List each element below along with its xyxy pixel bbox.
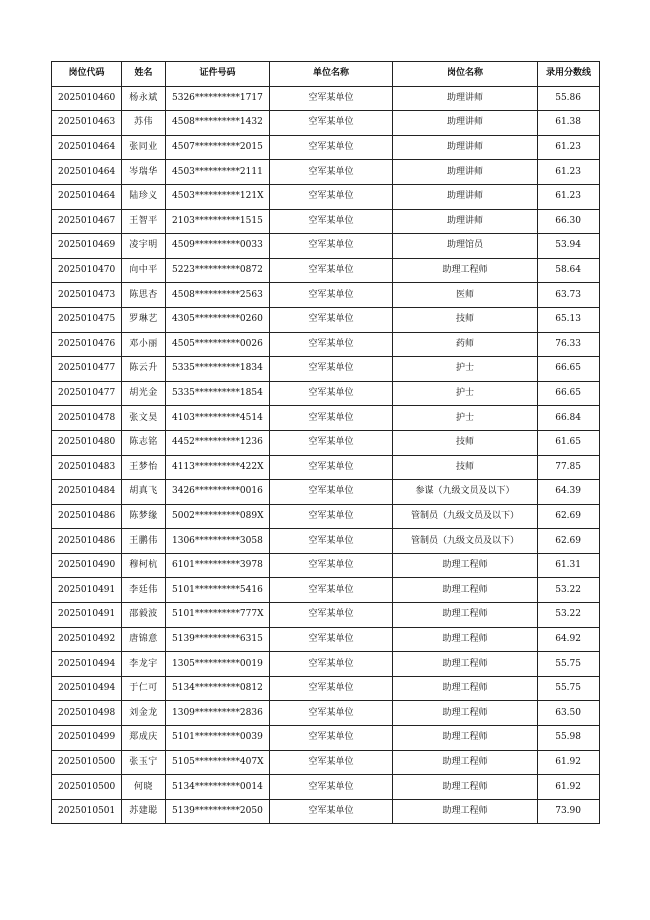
table-row xyxy=(52,258,600,283)
cell-score-line: 53.22 xyxy=(538,603,600,628)
cell-id-number: 4507**********2015 xyxy=(166,135,270,160)
cell-post-name: 助理工程师 xyxy=(393,676,538,701)
cell-id-number: 5105**********407X xyxy=(166,750,270,775)
cell-id-number: 4508**********2563 xyxy=(166,283,270,308)
cell-unit-name: 空军某单位 xyxy=(270,258,393,283)
cell-post-code: 2025010467 xyxy=(52,209,122,234)
cell-score-line: 63.73 xyxy=(538,283,600,308)
cell-post-code: 2025010500 xyxy=(52,775,122,800)
cell-post-name: 助理工程师 xyxy=(393,775,538,800)
header-unit-name: 单位名称 xyxy=(270,62,393,87)
cell-post-name: 助理讲师 xyxy=(393,86,538,111)
cell-post-code: 2025010494 xyxy=(52,652,122,677)
cell-unit-name: 空军某单位 xyxy=(270,578,393,603)
cell-post-code: 2025010483 xyxy=(52,455,122,480)
cell-name: 杨永斌 xyxy=(122,86,166,111)
cell-post-code: 2025010473 xyxy=(52,283,122,308)
cell-name: 胡光金 xyxy=(122,381,166,406)
table-header-row xyxy=(52,62,600,87)
table-row xyxy=(52,627,600,652)
header-post-name: 岗位名称 xyxy=(393,62,538,87)
cell-name: 岑瑞华 xyxy=(122,160,166,185)
cell-score-line: 64.39 xyxy=(538,480,600,505)
cell-name: 苏伟 xyxy=(122,111,166,136)
cell-id-number: 5101**********0039 xyxy=(166,726,270,751)
cell-name: 于仁可 xyxy=(122,676,166,701)
cell-id-number: 5101**********777X xyxy=(166,603,270,628)
table-row xyxy=(52,750,600,775)
cell-id-number: 1309**********2836 xyxy=(166,701,270,726)
cell-name: 张玉宁 xyxy=(122,750,166,775)
cell-post-code: 2025010463 xyxy=(52,111,122,136)
cell-unit-name: 空军某单位 xyxy=(270,234,393,259)
cell-score-line: 61.92 xyxy=(538,775,600,800)
table-row xyxy=(52,529,600,554)
cell-post-code: 2025010492 xyxy=(52,627,122,652)
cell-name: 刘金龙 xyxy=(122,701,166,726)
cell-post-name: 护士 xyxy=(393,357,538,382)
cell-name: 陈志铭 xyxy=(122,430,166,455)
cell-score-line: 61.23 xyxy=(538,184,600,209)
table-row xyxy=(52,135,600,160)
cell-unit-name: 空军某单位 xyxy=(270,750,393,775)
cell-unit-name: 空军某单位 xyxy=(270,209,393,234)
cell-score-line: 53.94 xyxy=(538,234,600,259)
cell-unit-name: 空军某单位 xyxy=(270,283,393,308)
cell-score-line: 62.69 xyxy=(538,504,600,529)
table-row xyxy=(52,799,600,824)
cell-score-line: 58.64 xyxy=(538,258,600,283)
cell-id-number: 5223**********0872 xyxy=(166,258,270,283)
cell-unit-name: 空军某单位 xyxy=(270,775,393,800)
cell-post-name: 护士 xyxy=(393,381,538,406)
table-row xyxy=(52,283,600,308)
cell-score-line: 61.31 xyxy=(538,553,600,578)
header-post-code: 岗位代码 xyxy=(52,62,122,87)
cell-score-line: 55.75 xyxy=(538,652,600,677)
cell-id-number: 5335**********1854 xyxy=(166,381,270,406)
table-row xyxy=(52,701,600,726)
cell-id-number: 6101**********3978 xyxy=(166,553,270,578)
cell-unit-name: 空军某单位 xyxy=(270,529,393,554)
cell-score-line: 61.23 xyxy=(538,135,600,160)
cell-post-code: 2025010500 xyxy=(52,750,122,775)
cell-name: 张同业 xyxy=(122,135,166,160)
cell-post-name: 助理工程师 xyxy=(393,750,538,775)
cell-unit-name: 空军某单位 xyxy=(270,480,393,505)
table-row xyxy=(52,381,600,406)
cell-post-name: 药师 xyxy=(393,332,538,357)
cell-post-code: 2025010499 xyxy=(52,726,122,751)
cell-post-code: 2025010484 xyxy=(52,480,122,505)
cell-name: 罗琳艺 xyxy=(122,307,166,332)
cell-score-line: 61.38 xyxy=(538,111,600,136)
cell-post-code: 2025010491 xyxy=(52,578,122,603)
cell-post-name: 助理讲师 xyxy=(393,184,538,209)
cell-unit-name: 空军某单位 xyxy=(270,307,393,332)
cell-post-name: 助理工程师 xyxy=(393,701,538,726)
header-name: 姓名 xyxy=(122,62,166,87)
table-row xyxy=(52,406,600,431)
cell-post-name: 护士 xyxy=(393,406,538,431)
cell-post-code: 2025010477 xyxy=(52,357,122,382)
cell-id-number: 4508**********1432 xyxy=(166,111,270,136)
cell-name: 李龙宇 xyxy=(122,652,166,677)
table-row xyxy=(52,726,600,751)
cell-post-code: 2025010491 xyxy=(52,603,122,628)
cell-score-line: 76.33 xyxy=(538,332,600,357)
cell-name: 陈梦缘 xyxy=(122,504,166,529)
cell-unit-name: 空军某单位 xyxy=(270,455,393,480)
cell-score-line: 66.65 xyxy=(538,357,600,382)
cell-score-line: 61.92 xyxy=(538,750,600,775)
cell-id-number: 5326**********1717 xyxy=(166,86,270,111)
cell-name: 王鹏伟 xyxy=(122,529,166,554)
cell-unit-name: 空军某单位 xyxy=(270,160,393,185)
cell-id-number: 4503**********121X xyxy=(166,184,270,209)
cell-name: 王智平 xyxy=(122,209,166,234)
cell-name: 胡真飞 xyxy=(122,480,166,505)
cell-post-code: 2025010464 xyxy=(52,135,122,160)
cell-post-name: 助理工程师 xyxy=(393,652,538,677)
cell-post-name: 助理讲师 xyxy=(393,160,538,185)
table-body xyxy=(52,86,600,824)
cell-post-name: 助理工程师 xyxy=(393,726,538,751)
cell-post-name: 助理馆员 xyxy=(393,234,538,259)
cell-name: 苏建聪 xyxy=(122,799,166,824)
cell-name: 王梦怡 xyxy=(122,455,166,480)
cell-unit-name: 空军某单位 xyxy=(270,799,393,824)
cell-post-code: 2025010464 xyxy=(52,184,122,209)
cell-score-line: 63.50 xyxy=(538,701,600,726)
cell-post-name: 助理讲师 xyxy=(393,135,538,160)
cell-id-number: 5335**********1834 xyxy=(166,357,270,382)
cell-post-name: 管制员（九级文员及以下） xyxy=(393,529,538,554)
header-score-line: 录用分数线 xyxy=(538,62,600,87)
cell-post-code: 2025010464 xyxy=(52,160,122,185)
cell-name: 陆珍义 xyxy=(122,184,166,209)
cell-unit-name: 空军某单位 xyxy=(270,627,393,652)
table-row xyxy=(52,209,600,234)
cell-id-number: 4452**********1236 xyxy=(166,430,270,455)
cell-unit-name: 空军某单位 xyxy=(270,332,393,357)
cell-id-number: 4503**********2111 xyxy=(166,160,270,185)
cell-post-code: 2025010494 xyxy=(52,676,122,701)
table-row xyxy=(52,357,600,382)
cell-score-line: 55.86 xyxy=(538,86,600,111)
table-row xyxy=(52,307,600,332)
cell-unit-name: 空军某单位 xyxy=(270,381,393,406)
cell-post-code: 2025010480 xyxy=(52,430,122,455)
cell-id-number: 5101**********5416 xyxy=(166,578,270,603)
cell-score-line: 61.65 xyxy=(538,430,600,455)
cell-id-number: 1306**********3058 xyxy=(166,529,270,554)
table-row xyxy=(52,504,600,529)
cell-id-number: 5134**********0014 xyxy=(166,775,270,800)
table-row xyxy=(52,676,600,701)
cell-unit-name: 空军某单位 xyxy=(270,504,393,529)
table-row xyxy=(52,480,600,505)
cell-post-name: 医师 xyxy=(393,283,538,308)
table-row xyxy=(52,603,600,628)
cell-post-name: 助理工程师 xyxy=(393,553,538,578)
header-id-number: 证件号码 xyxy=(166,62,270,87)
cell-score-line: 65.13 xyxy=(538,307,600,332)
cell-name: 何晓 xyxy=(122,775,166,800)
cell-id-number: 4505**********0026 xyxy=(166,332,270,357)
cell-post-code: 2025010486 xyxy=(52,529,122,554)
cell-id-number: 5134**********0812 xyxy=(166,676,270,701)
cell-id-number: 4305**********0260 xyxy=(166,307,270,332)
cell-name: 凌宇明 xyxy=(122,234,166,259)
cell-id-number: 5002**********089X xyxy=(166,504,270,529)
admission-table xyxy=(51,61,600,824)
cell-name: 向中平 xyxy=(122,258,166,283)
cell-post-code: 2025010469 xyxy=(52,234,122,259)
cell-post-code: 2025010501 xyxy=(52,799,122,824)
cell-post-name: 助理工程师 xyxy=(393,578,538,603)
cell-name: 陈云升 xyxy=(122,357,166,382)
cell-id-number: 4509**********0033 xyxy=(166,234,270,259)
table-row xyxy=(52,184,600,209)
cell-name: 李廷伟 xyxy=(122,578,166,603)
cell-id-number: 4113**********422X xyxy=(166,455,270,480)
cell-id-number: 5139**********6315 xyxy=(166,627,270,652)
cell-post-name: 管制员（九级文员及以下） xyxy=(393,504,538,529)
cell-post-name: 助理工程师 xyxy=(393,627,538,652)
cell-name: 邵毅波 xyxy=(122,603,166,628)
cell-unit-name: 空军某单位 xyxy=(270,184,393,209)
cell-unit-name: 空军某单位 xyxy=(270,701,393,726)
cell-post-name: 技师 xyxy=(393,307,538,332)
cell-score-line: 55.75 xyxy=(538,676,600,701)
cell-unit-name: 空军某单位 xyxy=(270,406,393,431)
cell-unit-name: 空军某单位 xyxy=(270,726,393,751)
table-row xyxy=(52,86,600,111)
cell-unit-name: 空军某单位 xyxy=(270,86,393,111)
cell-post-name: 助理工程师 xyxy=(393,799,538,824)
table-row xyxy=(52,652,600,677)
table-row xyxy=(52,234,600,259)
table-row xyxy=(52,332,600,357)
cell-unit-name: 空军某单位 xyxy=(270,603,393,628)
cell-post-code: 2025010470 xyxy=(52,258,122,283)
cell-post-name: 技师 xyxy=(393,455,538,480)
cell-score-line: 55.98 xyxy=(538,726,600,751)
cell-name: 唐锦意 xyxy=(122,627,166,652)
cell-name: 郑成庆 xyxy=(122,726,166,751)
cell-post-code: 2025010475 xyxy=(52,307,122,332)
table-row xyxy=(52,775,600,800)
cell-unit-name: 空军某单位 xyxy=(270,676,393,701)
cell-post-code: 2025010486 xyxy=(52,504,122,529)
cell-name: 陈思杏 xyxy=(122,283,166,308)
table-row xyxy=(52,111,600,136)
cell-post-name: 助理讲师 xyxy=(393,209,538,234)
table-row xyxy=(52,430,600,455)
cell-post-name: 助理讲师 xyxy=(393,111,538,136)
cell-post-code: 2025010460 xyxy=(52,86,122,111)
cell-id-number: 4103**********4514 xyxy=(166,406,270,431)
cell-score-line: 66.65 xyxy=(538,381,600,406)
cell-unit-name: 空军某单位 xyxy=(270,430,393,455)
cell-id-number: 3426**********0016 xyxy=(166,480,270,505)
cell-unit-name: 空军某单位 xyxy=(270,652,393,677)
cell-unit-name: 空军某单位 xyxy=(270,111,393,136)
cell-post-code: 2025010478 xyxy=(52,406,122,431)
cell-post-code: 2025010476 xyxy=(52,332,122,357)
cell-id-number: 1305**********0019 xyxy=(166,652,270,677)
table-row xyxy=(52,553,600,578)
cell-post-code: 2025010490 xyxy=(52,553,122,578)
cell-post-name: 技师 xyxy=(393,430,538,455)
cell-score-line: 66.84 xyxy=(538,406,600,431)
cell-name: 张文昊 xyxy=(122,406,166,431)
cell-score-line: 77.85 xyxy=(538,455,600,480)
cell-name: 邓小丽 xyxy=(122,332,166,357)
cell-score-line: 62.69 xyxy=(538,529,600,554)
cell-id-number: 2103**********1515 xyxy=(166,209,270,234)
cell-score-line: 53.22 xyxy=(538,578,600,603)
cell-post-name: 参谋（九级文员及以下） xyxy=(393,480,538,505)
cell-post-code: 2025010477 xyxy=(52,381,122,406)
table-row xyxy=(52,160,600,185)
cell-unit-name: 空军某单位 xyxy=(270,135,393,160)
cell-post-name: 助理工程师 xyxy=(393,258,538,283)
cell-score-line: 64.92 xyxy=(538,627,600,652)
cell-score-line: 73.90 xyxy=(538,799,600,824)
cell-unit-name: 空军某单位 xyxy=(270,553,393,578)
table-row xyxy=(52,455,600,480)
cell-post-code: 2025010498 xyxy=(52,701,122,726)
table-row xyxy=(52,578,600,603)
cell-post-name: 助理工程师 xyxy=(393,603,538,628)
cell-id-number: 5139**********2050 xyxy=(166,799,270,824)
cell-score-line: 61.23 xyxy=(538,160,600,185)
cell-unit-name: 空军某单位 xyxy=(270,357,393,382)
cell-score-line: 66.30 xyxy=(538,209,600,234)
cell-name: 穆柯杭 xyxy=(122,553,166,578)
